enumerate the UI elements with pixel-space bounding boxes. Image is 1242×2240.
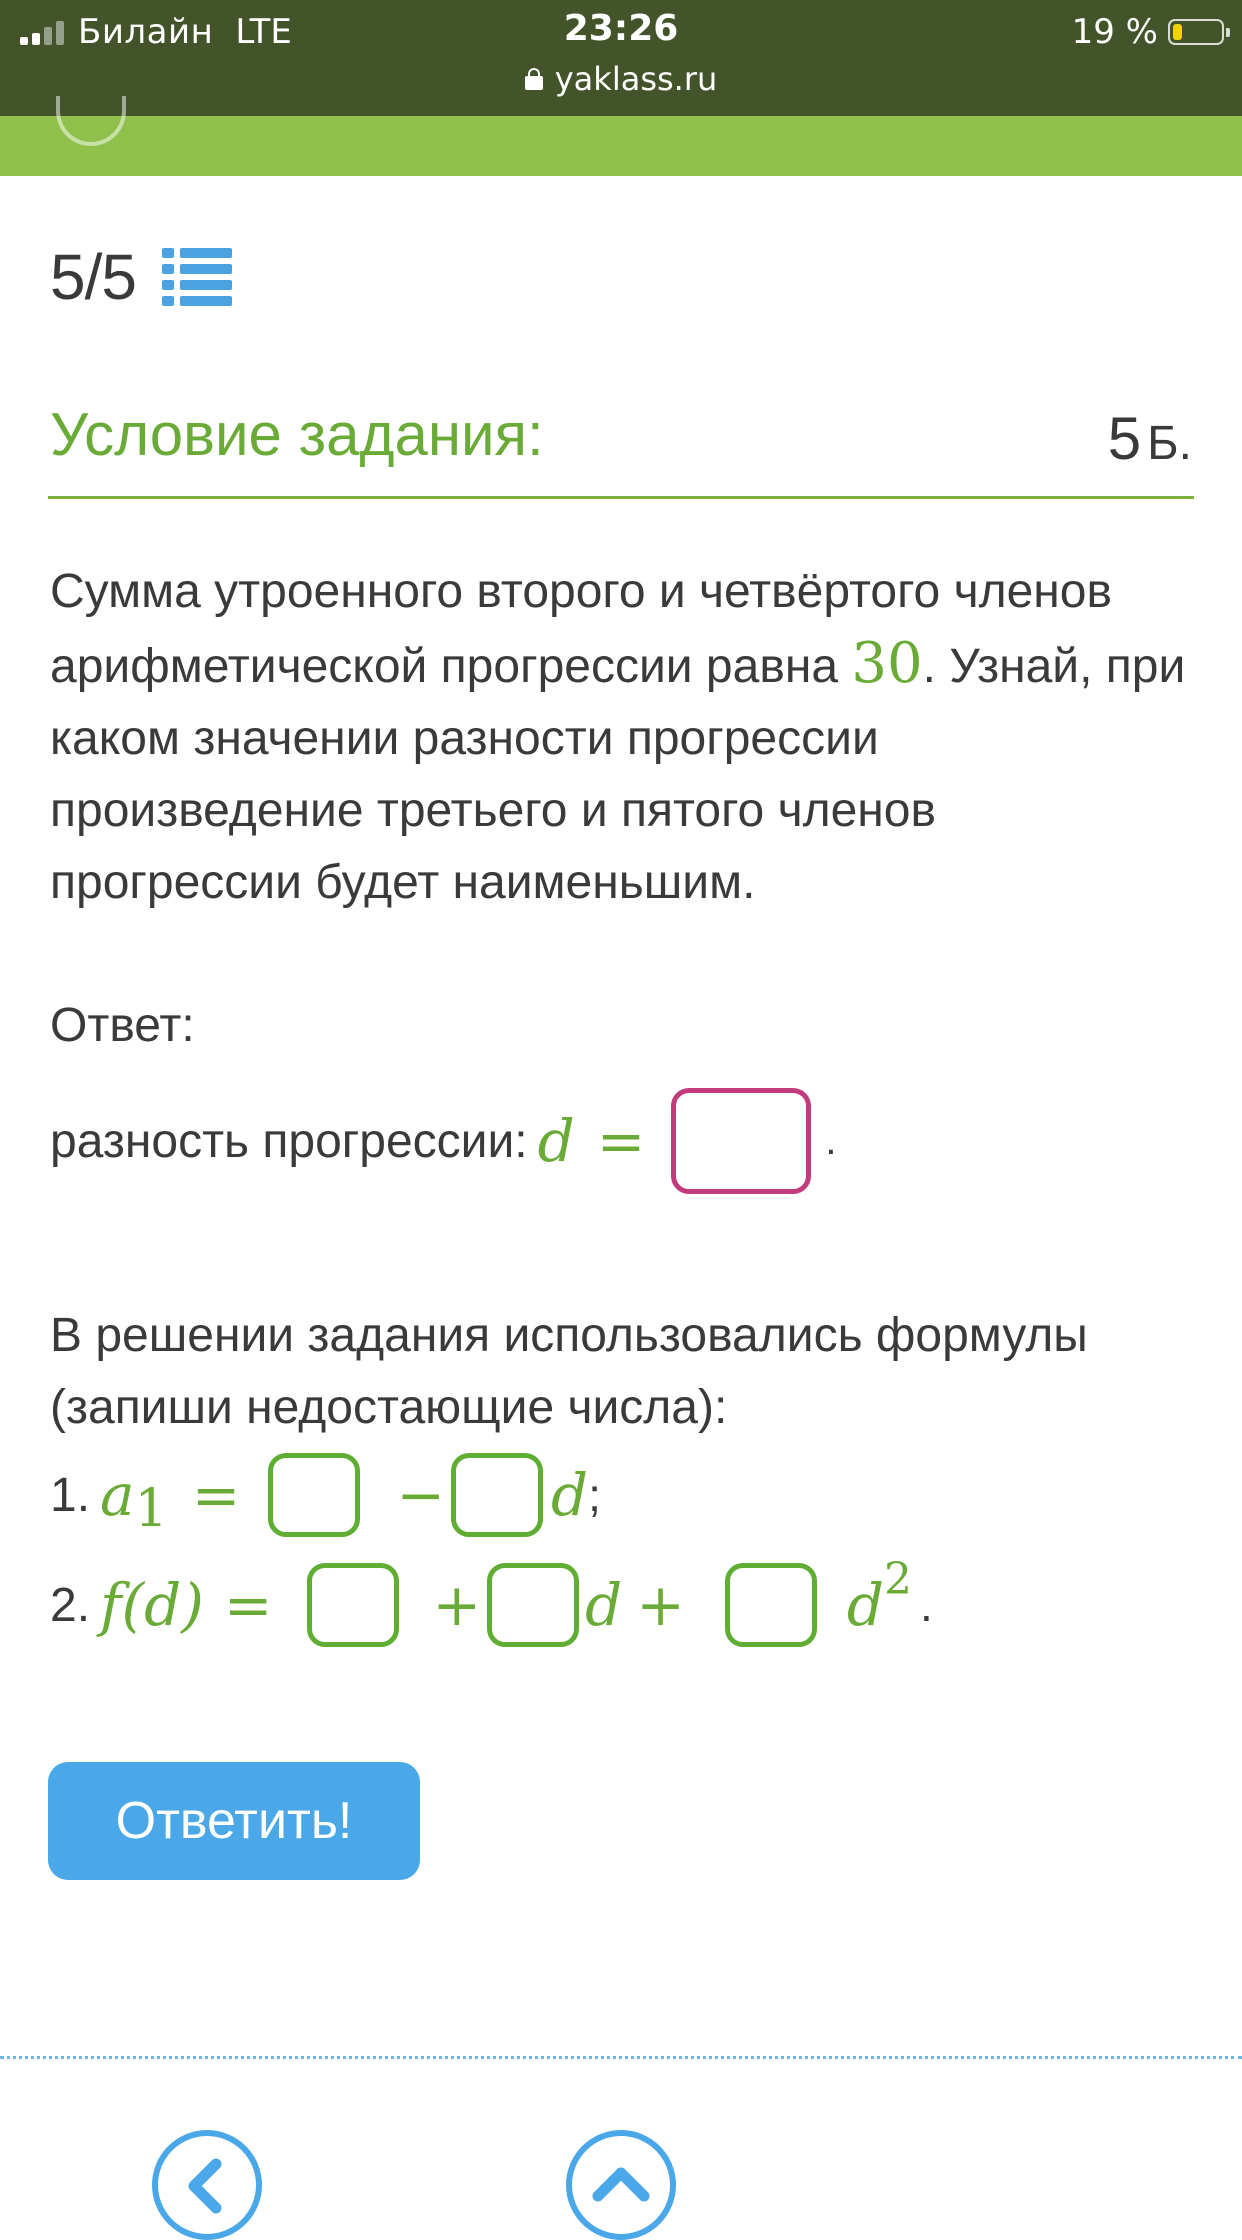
formula-1-number: 1.: [50, 1468, 91, 1522]
formula-2-var-2: d: [846, 1571, 884, 1639]
formula-1-input-2[interactable]: [451, 1453, 543, 1537]
title-divider: [48, 496, 1194, 499]
formula-1-equals: =: [191, 1461, 241, 1529]
prev-button[interactable]: [152, 2130, 262, 2240]
status-right: [1072, 10, 1224, 54]
header-circle-icon: [56, 96, 126, 146]
status-bar: [0, 0, 1242, 116]
formula-1-subscript: 1: [134, 1479, 168, 1539]
answer-label: Ответ:: [50, 999, 195, 1052]
counter-text: 5/5: [50, 241, 136, 313]
formula-1-end: ;: [588, 1469, 601, 1521]
answer-trailing: .: [825, 1118, 837, 1163]
formula-2-number: 2.: [50, 1578, 91, 1632]
problem-text: [50, 556, 1200, 919]
lock-icon: [525, 68, 543, 90]
formulas-intro: В решении задания использовались формулы (запиши недостающие числа):: [50, 1309, 1088, 1434]
formula-1: [50, 1450, 601, 1540]
formula-2-input-2[interactable]: [487, 1563, 579, 1647]
formula-1-minus: −: [396, 1461, 445, 1529]
url-text: yaklass.ru: [554, 60, 718, 98]
formula-2-lhs: f(d): [100, 1571, 204, 1639]
answer-equals: =: [596, 1107, 646, 1175]
clock: 23:26: [563, 8, 679, 49]
task-counter: [50, 240, 232, 314]
formula-1-input-1[interactable]: [268, 1453, 360, 1537]
formula-1-var: d: [550, 1461, 589, 1529]
formula-2-plus-1: +: [432, 1571, 482, 1639]
formula-2: [50, 1553, 933, 1650]
formula-2-var-1: d: [585, 1571, 623, 1639]
answer-input[interactable]: [671, 1088, 811, 1194]
formula-2-end: .: [920, 1579, 933, 1631]
battery-icon: [1168, 19, 1224, 45]
submit-button[interactable]: Ответить!: [48, 1762, 420, 1880]
network-type: LTE: [235, 12, 292, 52]
task-points: [1108, 404, 1192, 473]
answer-row-label: разность прогрессии:: [50, 1114, 528, 1168]
battery-percent: 19 %: [1071, 12, 1158, 52]
points-unit: Б.: [1147, 417, 1192, 470]
carrier-name: Билайн: [78, 12, 214, 52]
problem-number: 30: [851, 631, 923, 696]
list-icon[interactable]: [162, 246, 232, 308]
formula-2-input-3[interactable]: [725, 1563, 817, 1647]
scroll-up-button[interactable]: [566, 2130, 676, 2240]
site-header-strip: [0, 116, 1242, 176]
task-title: Условие задания:: [50, 401, 544, 468]
address-bar[interactable]: [0, 60, 1242, 98]
answer-row: [50, 1086, 837, 1196]
formula-1-lhs: a: [100, 1461, 135, 1529]
points-value: 5: [1107, 405, 1142, 472]
formula-2-plus-2: +: [636, 1571, 685, 1639]
battery-fill: [1173, 24, 1182, 40]
problem-part2: . Узнай, при каком значении разности прогрессии произведение третьего и пятого членов прогрессии будет наименьшим.: [50, 640, 1186, 909]
chevron-up-icon: [572, 2136, 670, 2234]
formula-2-input-1[interactable]: [307, 1563, 399, 1647]
footer-divider: [0, 2056, 1242, 2059]
problem-part1: Сумма утроенного второго и четвёртого членов арифметической прогрессии равна: [50, 565, 1112, 693]
formula-2-equals: =: [223, 1571, 273, 1639]
answer-variable: d: [537, 1107, 575, 1175]
battery-nub: [1226, 28, 1230, 37]
chevron-left-icon: [158, 2136, 256, 2234]
formula-2-superscript: 2: [884, 1553, 912, 1605]
